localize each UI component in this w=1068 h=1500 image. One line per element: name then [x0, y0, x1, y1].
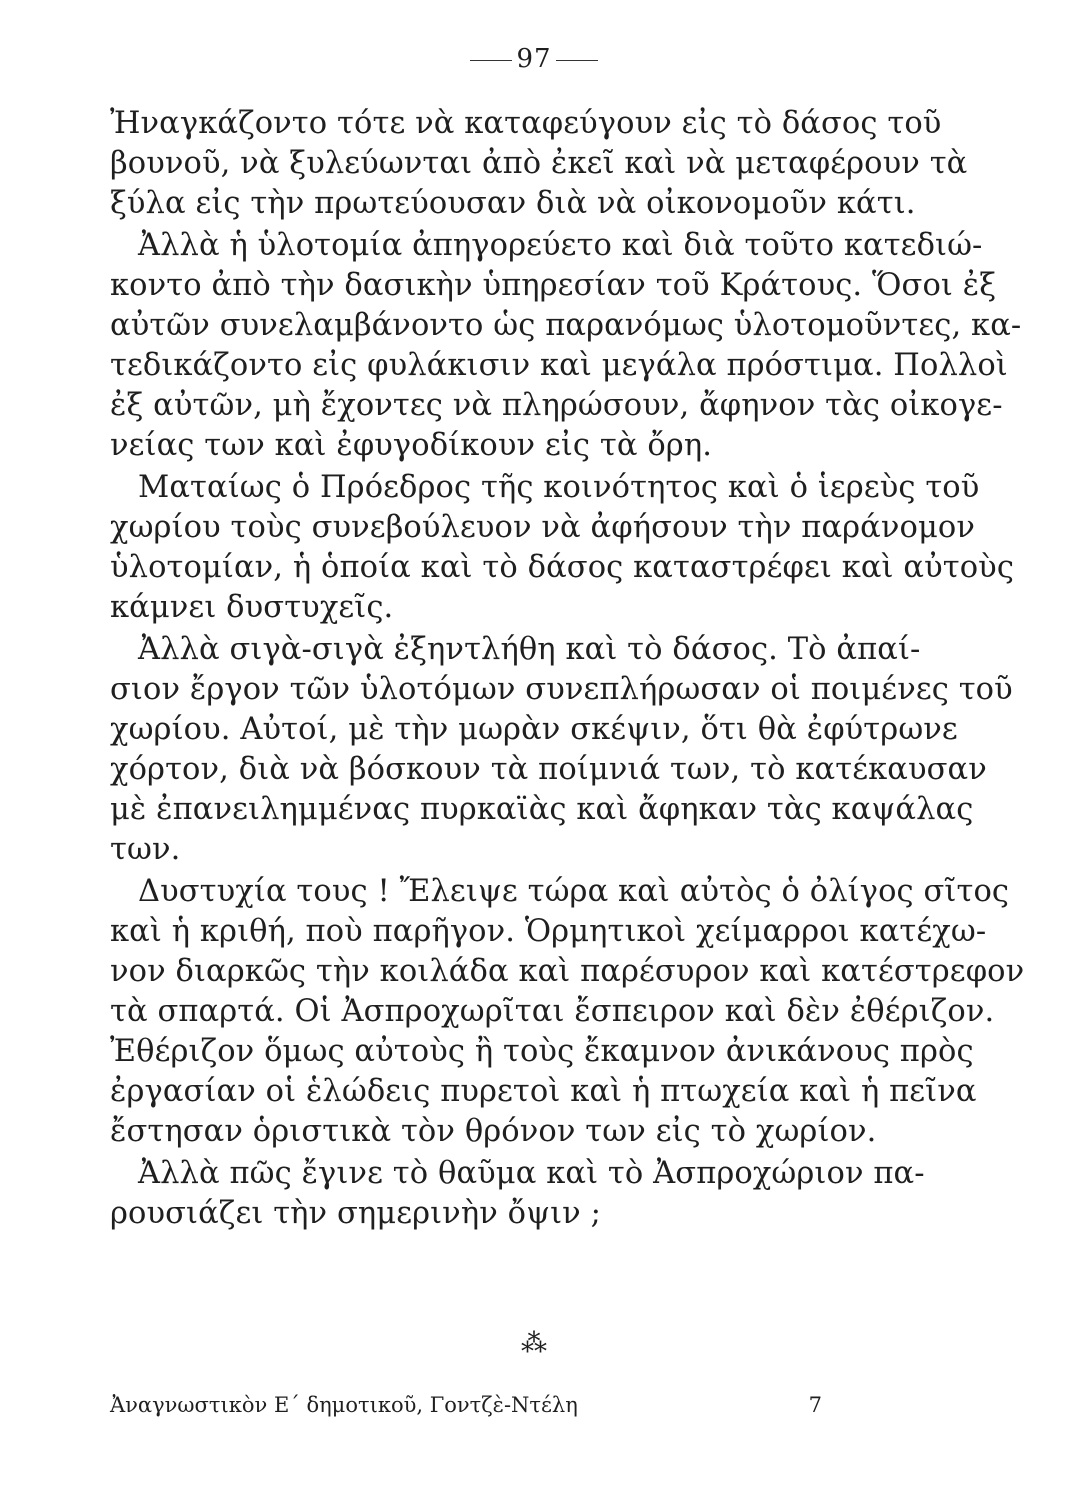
- text-line: Ματαίως ὁ Πρόεδρος τῆς κοινότητος καὶ ὁ ἱερεὺς τοῦ: [138, 470, 980, 505]
- text-line: καὶ ἡ κριθή, ποὺ παρῆγον. Ὁρμητικοὶ χείμαρροι κατέχω-: [110, 914, 987, 949]
- text-line: Ἀλλὰ ἡ ὑλοτομία ἀπηγορεύετο καὶ διὰ τοῦτο κατεδιώ-: [138, 228, 983, 263]
- text-line: ἐργασίαν οἱ ἑλώδεις πυρετοὶ καὶ ἡ πτωχεία καὶ ἡ πεῖνα: [110, 1074, 977, 1109]
- text-line: κοντο ἀπὸ τὴν δασικὴν ὑπηρεσίαν τοῦ Κράτους. Ὅσοι ἐξ: [110, 268, 997, 303]
- text-line: βουνοῦ, νὰ ξυλεύωνται ἀπὸ ἐκεῖ καὶ νὰ μεταφέρουν τὰ: [110, 146, 968, 181]
- section-asterism: ⁂: [521, 1329, 547, 1359]
- page-number: 97: [516, 44, 552, 74]
- signature-mark: 7: [808, 1393, 822, 1417]
- text-line: Ἀλλὰ σιγὰ-σιγὰ ἐξηντλήθη καὶ τὸ δάσος. Τὸ ἀπαί-: [138, 632, 921, 667]
- header-rule-right: [556, 60, 598, 61]
- page-header: [0, 44, 1068, 74]
- text-line: Ἐθέριζον ὅμως αὐτοὺς ἢ τοὺς ἔκαμνον ἀνικάνους πρὸς: [110, 1034, 974, 1069]
- text-line: αὐτῶν συνελαμβάνοντο ὡς παρανόμως ὑλοτομοῦντες, κα-: [110, 308, 1022, 343]
- text-line: Δυστυχία τους ! Ἔλειψε τώρα καὶ αὐτὸς ὁ ὀλίγος σῖτος: [138, 874, 1010, 909]
- text-line: σιον ἔργον τῶν ὑλοτόμων συνεπλήρωσαν οἱ ποιμένες τοῦ: [110, 672, 1013, 707]
- text-line: νείας των καὶ ἐφυγοδίκουν εἰς τὰ ὄρη.: [110, 428, 713, 463]
- text-line: κάμνει δυστυχεῖς.: [110, 590, 394, 625]
- text-line: χόρτον, διὰ νὰ βόσκουν τὰ ποίμνιά των, τὸ κατέκαυσαν: [110, 752, 987, 787]
- text-line: ἐξ αὐτῶν, μὴ ἔχοντες νὰ πληρώσουν, ἄφηνον τὰς οἰκογε-: [110, 388, 1003, 423]
- text-line: χωρίου τοὺς συνεβούλευον νὰ ἀφήσουν τὴν παράνομον: [110, 510, 976, 545]
- text-line: ὑλοτομίαν, ἡ ὁποία καὶ τὸ δάσος καταστρέφει καὶ αὐτοὺς: [110, 550, 1015, 585]
- text-line: ἔστησαν ὁριστικὰ τὸν θρόνον των εἰς τὸ χωρίον.: [110, 1114, 877, 1149]
- text-line: τὰ σπαρτά. Οἱ Ἀσπροχωρῖται ἔσπειρον καὶ δὲν ἐθέριζον.: [110, 994, 995, 1029]
- text-line: χωρίου. Αὐτοί, μὲ τὴν μωρὰν σκέψιν, ὅτι θὰ ἐφύτρωνε: [110, 712, 958, 747]
- text-line: των.: [110, 832, 181, 867]
- text-line: τεδικάζοντο εἰς φυλάκισιν καὶ μεγάλα πρόστιμα. Πολλοὶ: [110, 348, 1008, 383]
- text-line: ρουσιάζει τὴν σημερινὴν ὄψιν ;: [110, 1196, 601, 1231]
- header-rule-left: [470, 60, 512, 61]
- text-line: ξύλα εἰς τὴν πρωτεύουσαν διὰ νὰ οἰκονομοῦν κάτι.: [110, 186, 916, 221]
- text-line: Ἀλλὰ πῶς ἔγινε τὸ θαῦμα καὶ τὸ Ἀσπροχώριον πα-: [138, 1156, 925, 1191]
- text-line: νον διαρκῶς τὴν κοιλάδα καὶ παρέσυρον καὶ κατέστρεφον: [110, 954, 1025, 989]
- book-credit: Ἀναγνωστικὸν Ε΄ δημοτικοῦ, Γοντζὲ-Ντέλη: [110, 1393, 578, 1417]
- text-line: μὲ ἐπανειλημμένας πυρκαϊὰς καὶ ἄφηκαν τὰς καψάλας: [110, 792, 974, 827]
- text-line: Ἠναγκάζοντο τότε νὰ καταφεύγουν εἰς τὸ δάσος τοῦ: [110, 106, 942, 141]
